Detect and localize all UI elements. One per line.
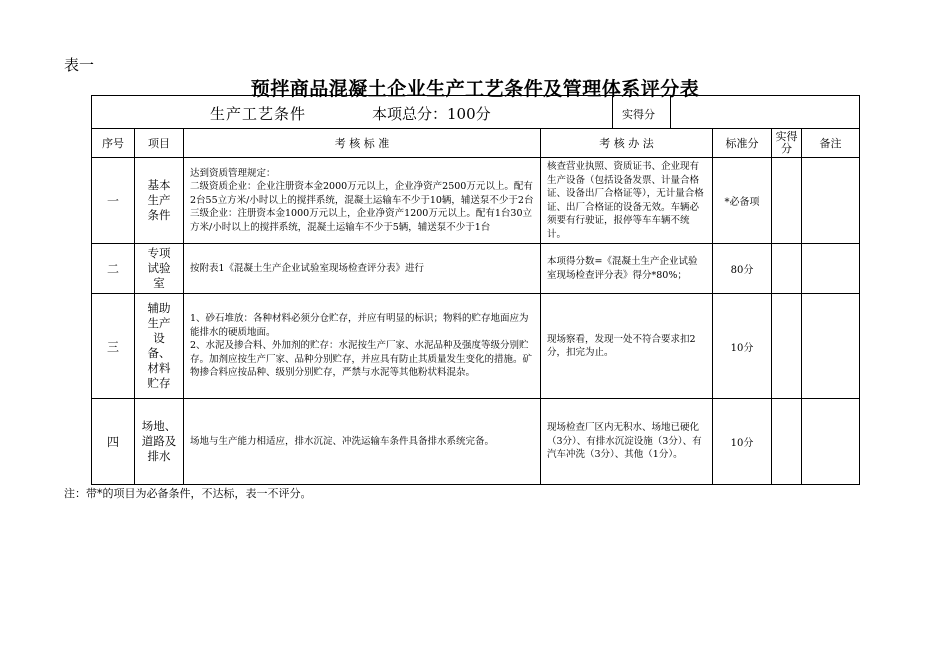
row-item-text: 基本生产条件	[147, 178, 171, 222]
row-index: 二	[92, 244, 135, 294]
row-item	[135, 294, 184, 399]
row-method: 本项得分数=《混凝土生产企业试验室现场检查评分表》得分*80%；	[541, 244, 713, 294]
section-total: 本项总分：100分	[372, 105, 491, 123]
row-item-text: 场地、道路及排水	[141, 419, 177, 463]
header-item: 项目	[135, 129, 184, 158]
header-row	[92, 129, 860, 158]
row-score: 10分	[713, 399, 772, 485]
row-item	[135, 399, 184, 485]
row-index: 一	[92, 158, 135, 244]
earned-score-value	[713, 96, 860, 129]
header-remark: 备注	[802, 129, 860, 158]
header-index: 序号	[92, 129, 135, 158]
header-score: 标准分	[713, 129, 772, 158]
footnote: 注：带*的项目为必备条件，不达标，表一不评分。	[64, 487, 312, 500]
row-standard: 按附表1《混凝土生产企业试验室现场检查评分表》进行	[184, 244, 541, 294]
score-table	[91, 95, 860, 485]
row-standard: 达到资质管理规定： 二级资质企业：企业注册资本金2000万元以上，企业净资产2500万元以上。配有2台55立方米/小时以上的搅拌系统，混凝土运输车不少于10辆，辅送泵不少于2台 三级企业：注册资本金1000万元以上，企业净资产1200万元以上。配有1台30立方米/小时以上的搅拌系统，混凝土运输车不少于5辆，辅送泵不少于1台	[184, 158, 541, 244]
table-row	[92, 294, 860, 399]
table-label: 表一	[64, 56, 95, 74]
row-earned	[772, 294, 802, 399]
row-remark	[802, 294, 860, 399]
row-method: 核查营业执照、资质证书、企业现有生产设备（包括设备发票、计量合格证、设备出厂合格证等），无计量合格证、出厂合格证的设备无效。车辆必须要有行驶证，报停等车车辆不统计。	[541, 158, 713, 244]
page-title: 预拌商品混凝土企业生产工艺条件及管理体系评分表	[250, 78, 700, 100]
row-item	[135, 158, 184, 244]
table-row	[92, 244, 860, 294]
table-row	[92, 158, 860, 244]
row-earned	[772, 244, 802, 294]
row-item	[135, 244, 184, 294]
row-method: 现场察看，发现一处不符合要求扣2分，扣完为止。	[541, 294, 713, 399]
row-index: 四	[92, 399, 135, 485]
row-remark	[802, 399, 860, 485]
row-remark	[802, 158, 860, 244]
row-item-text: 专项试验室	[147, 246, 171, 290]
summary-cell	[92, 96, 713, 129]
header-earned	[772, 129, 802, 158]
earned-score-label: 实得分	[622, 108, 655, 121]
row-item-text: 辅助生产设备、材料贮存	[147, 301, 171, 390]
row-method: 现场检查厂区内无积水、场地已硬化（3分）、有排水沉淀设施（3分）、有汽车冲洗（3分）、其他（1分）。	[541, 399, 713, 485]
row-earned	[772, 399, 802, 485]
row-score: *必备项	[713, 158, 772, 244]
header-earned-text: 实得分	[775, 130, 798, 155]
row-score: 80分	[713, 244, 772, 294]
row-remark	[802, 244, 860, 294]
row-earned	[772, 158, 802, 244]
table-row	[92, 399, 860, 485]
row-index: 三	[92, 294, 135, 399]
row-standard: 1、砂石堆放：各种材料必须分仓贮存，并应有明显的标识；物料的贮存地面应为能排水的硬质地面。 2、水泥及掺合料、外加剂的贮存：水泥按生产厂家、水泥品种及强度等级分别贮存。加剂应按生产厂家、品种分别贮存，并应具有防止其质量发生变化的措施。矿物掺合料应按品种、级别分别贮存，严禁与水泥等其他粉状料混杂。	[184, 294, 541, 399]
summary-row	[92, 96, 860, 129]
row-score: 10分	[713, 294, 772, 399]
header-method: 考 核 办 法	[541, 129, 713, 158]
header-standard: 考 核 标 准	[184, 129, 541, 158]
row-standard: 场地与生产能力相适应，排水沉淀、冲洗运输车条件具备排水系统完备。	[184, 399, 541, 485]
section-name: 生产工艺条件	[210, 105, 307, 123]
